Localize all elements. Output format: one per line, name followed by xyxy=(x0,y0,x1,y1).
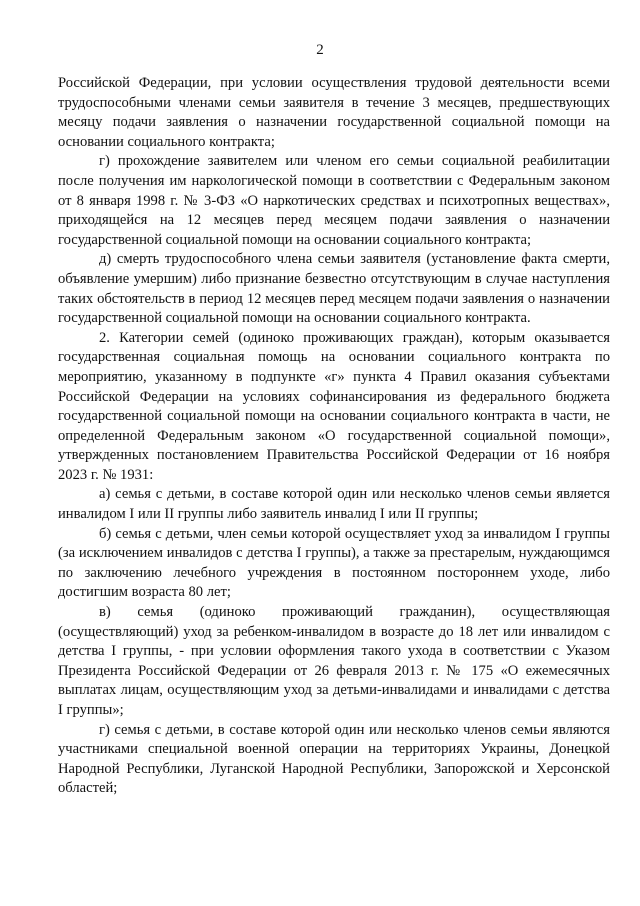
paragraph-section-2: 2. Категории семей (одиноко проживающих граждан), которым оказывается государственная социальная помощь на основании социального контракта по мероприятию, указанному в подпункте «г» пункта 4 Правил оказания субъектами Российской Федерации на условиях софинансирования из федерального бюджета государственной социальной помощи на основании социального контракта в части, не определенной Федеральным законом «О государственной социальной помощи», утвержденных постановлением Правительства Российской Федерации от 16 ноября 2023 г. № 1931: xyxy=(58,329,610,483)
paragraph-item-a-disabled: а) семья с детьми, в составе которой один или несколько членов семьи является инвалидом I или II группы либо заявитель инвалид I или II группы; xyxy=(58,486,610,523)
page-number: 2 xyxy=(316,42,324,58)
paragraph-item-g-rehabilitation: г) прохождение заявителем или членом его семьи социальной реабилитации после получения им наркологической помощи в соответствии с Федеральным законом от 8 января 1998 г. № 3-ФЗ «О наркотических средствах и психотропных веществах», приходящейся на 12 месяцев перед месяцем подачи заявления о назначении государственной социальной помощи на основании социального контракта; xyxy=(58,153,610,248)
paragraph-item-g-svo: г) семья с детьми, в составе которой один или несколько членов семьи являются участниками специальной военной операции на территориях Украины, Донецкой Народной Республики, Луганской Народной Республики, Запорожской и Херсонской областей; xyxy=(58,721,610,797)
paragraph-continuation: Российской Федерации, при условии осуществления трудовой деятельности всеми трудоспособными членами семьи заявителя в течение 3 месяцев, предшествующих месяцу подачи заявления о назначении государственной социальной помощи на основании социального контракта; xyxy=(58,75,610,150)
paragraph-item-b-caregiver: б) семья с детьми, член семьи которой осуществляет уход за инвалидом I группы (за исключением инвалидов с детства I группы), а также за престарелым, нуждающимся по заключению лечебного учреждения в постоянном постороннем уходе, либо достигшим возраста 80 лет; xyxy=(58,525,610,601)
paragraph-item-v-child-care: в) семья (одиноко проживающий гражданин), осуществляющая (осуществляющий) уход за ребенком-инвалидом в возрасте до 18 лет или инвалидом с детства I группы, - при условии оформления такого ухода в соответствии с Указом Президента Российской Федерации от 26 февраля 2013 г. № 175 «О ежемесячных выплатах лицам, осуществляющим уход за детьми-инвалидами и инвалидами с детства I группы»; xyxy=(58,604,610,718)
document-body xyxy=(58,74,610,799)
paragraph-item-d-death: д) смерть трудоспособного члена семьи заявителя (установление факта смерти, объявление умершим) либо признание безвестно отсутствующим в случае наступления таких обстоятельств в период 12 месяцев перед месяцем подачи заявления о назначении государственной социальной помощи на основании социального контракта. xyxy=(58,251,610,327)
